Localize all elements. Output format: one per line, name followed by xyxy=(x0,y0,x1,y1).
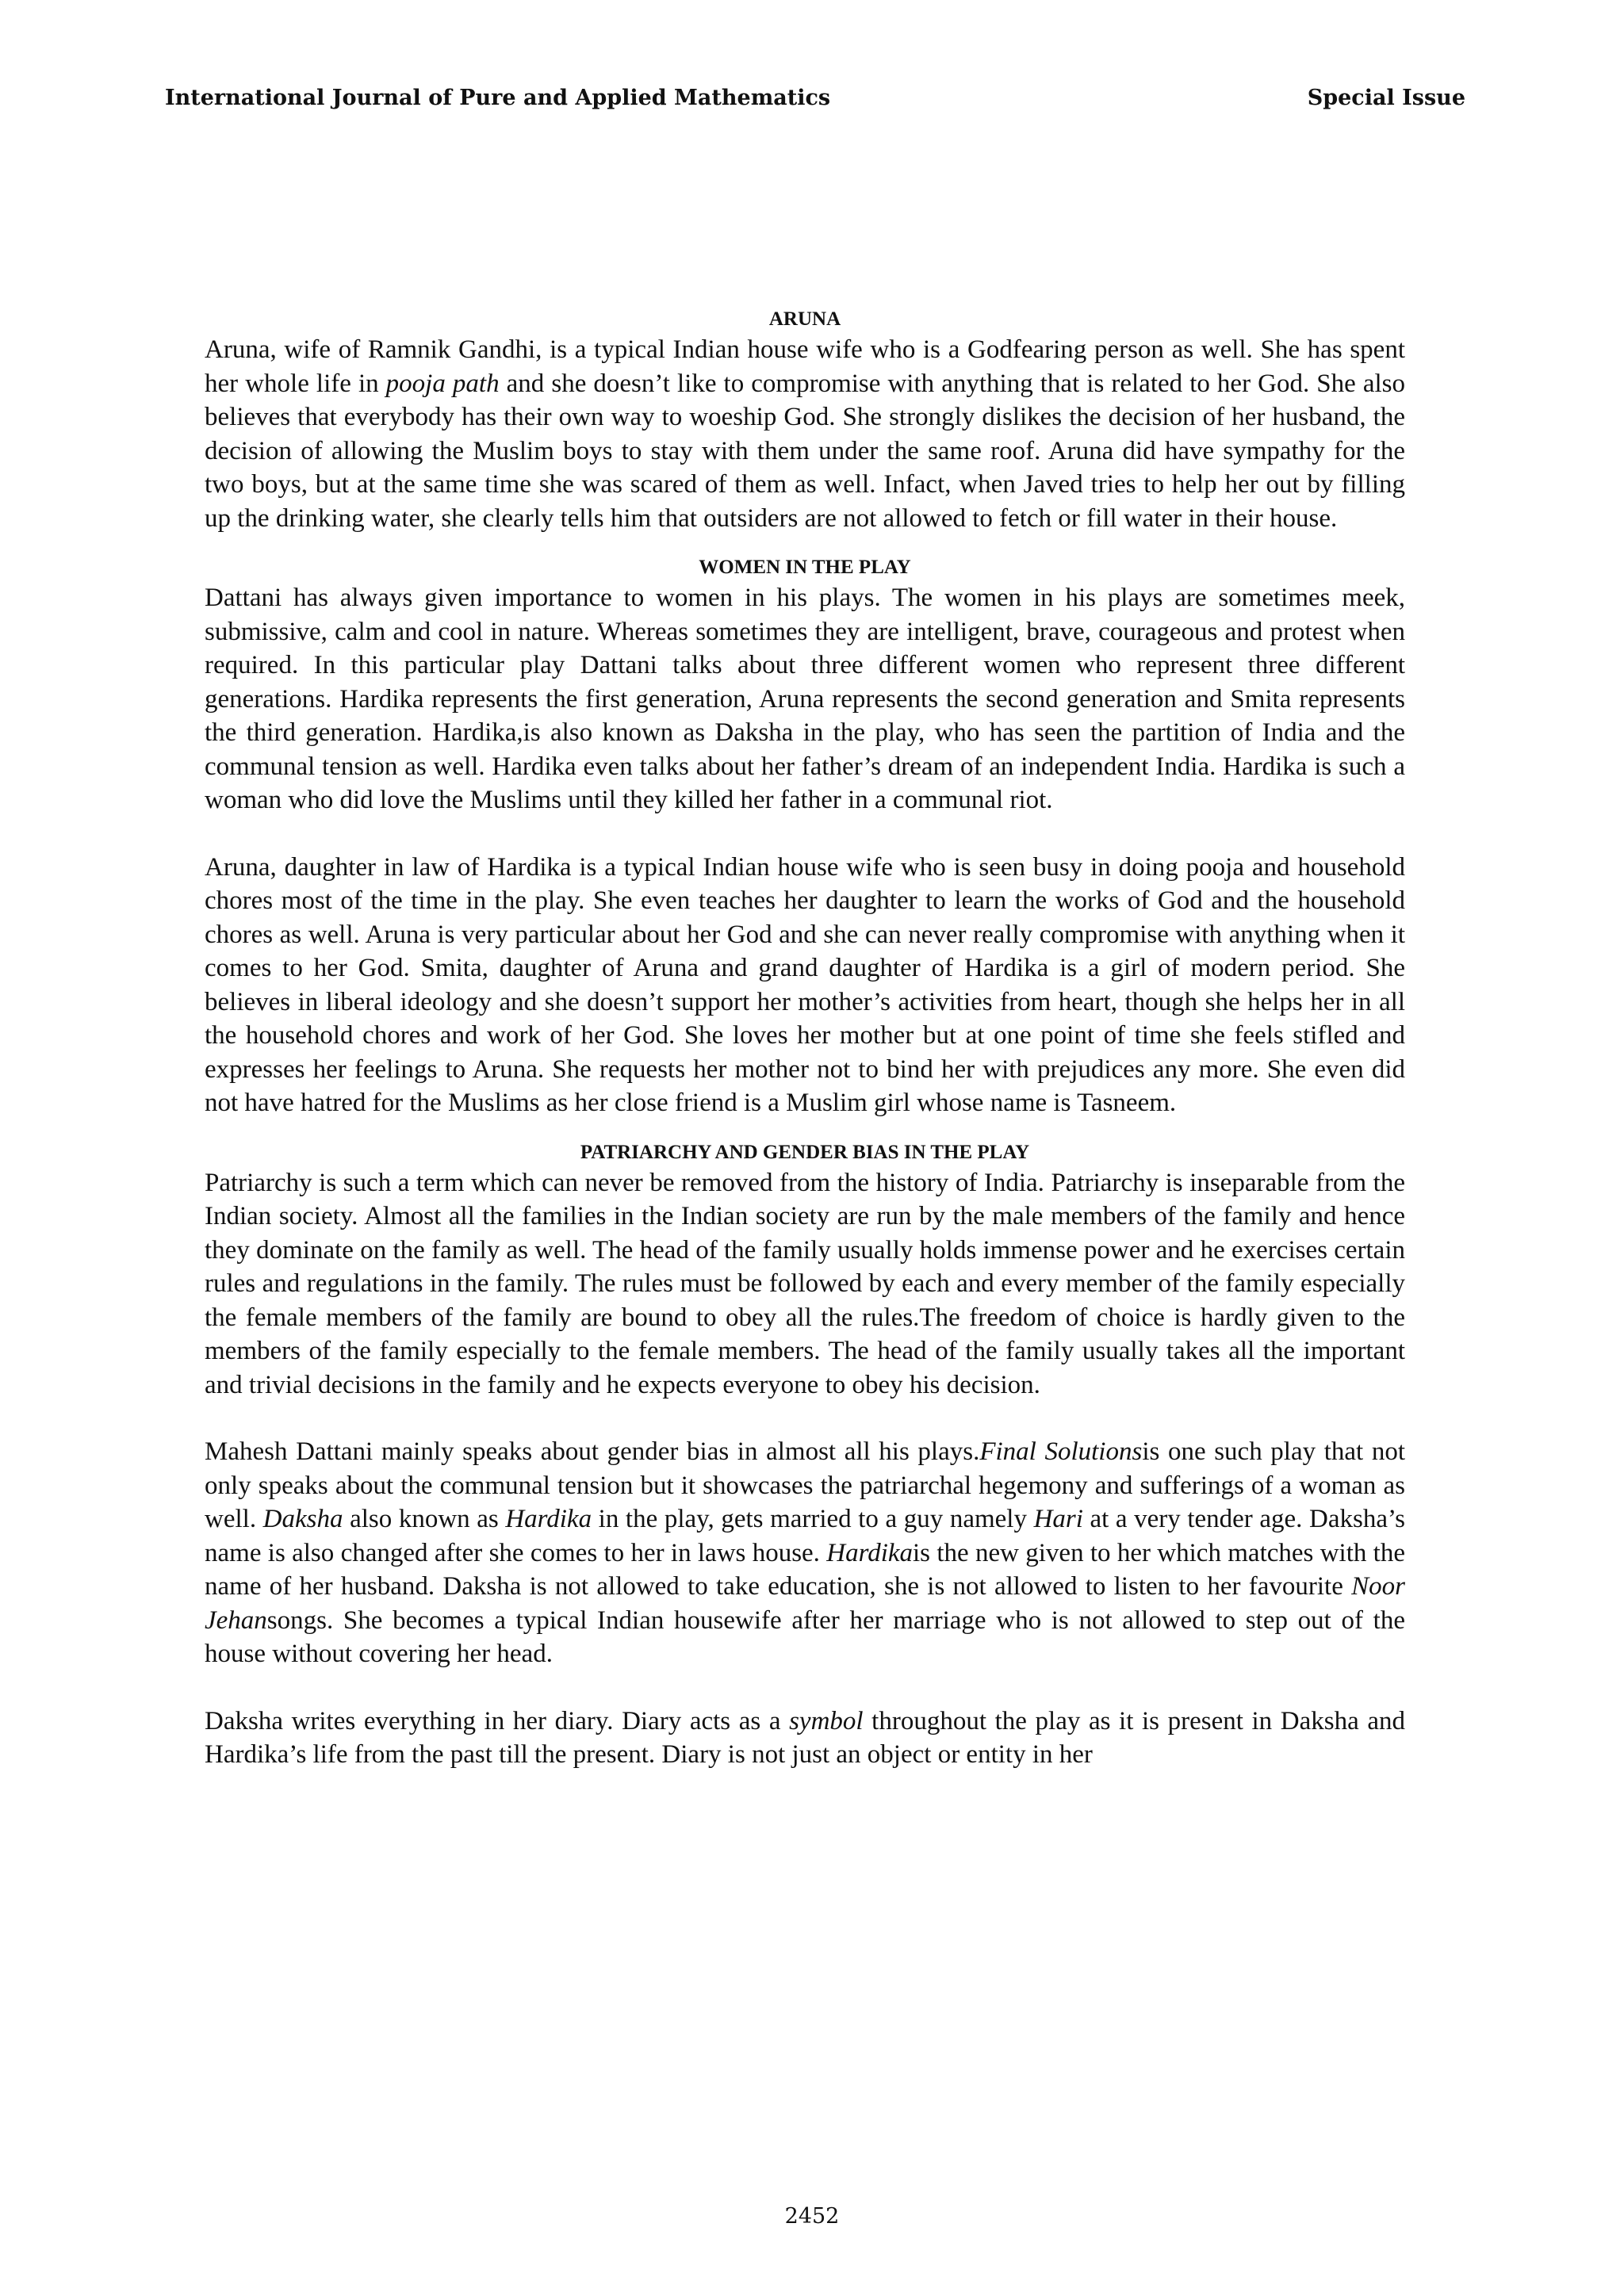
italic-text: Hardika xyxy=(826,1538,914,1567)
italic-text: Final Solutions xyxy=(979,1437,1143,1466)
italic-text: pooja path xyxy=(385,369,500,398)
paragraph: Patriarchy is such a term which can never be removed from the history of India. Patriarchy is inseparable from the Indian society. Almost all the families in the Indian society are run by the male members of the family and hence they dominate on the family as well. The head of the family usually holds immense power and he exercises certain rules and regulations in the family. The rules must be followed by each and every member of the family especially the female members of the family are bound to obey all the rules.The freedom of choice is hardly given to the members of the family especially to the female members. The head of the family usually takes all the important and trivial decisions in the family and he expects everyone to obey his decision. xyxy=(205,1168,1405,1399)
italic-text: Noor Jehan xyxy=(205,1572,1405,1635)
paragraph: Aruna, wife of Ramnik Gandhi, is a typical Indian house wife who is a Godfearing person as well. She has spent her whole life in pooja path and she doesn’t like to compromise with anything that is related to her God. She also believes that everybody has their own way to woeship God. She strongly dislikes the decision of her husband, the decision of allowing the Muslim boys to stay with them under the same roof. Aruna did have sympathy for the two boys, but at the same time she was scared of them as well. Infact, when Javed tries to help her out by filling up the drinking water, she clearly tells him that outsiders are not allowed to fetch or fill water in their house. xyxy=(205,335,1405,533)
italic-text: Daksha xyxy=(262,1505,343,1533)
section-heading-women-in-the-play: WOMEN IN THE PLAY xyxy=(699,557,911,578)
page-number: 2452 xyxy=(784,2204,840,2229)
paragraph: Mahesh Dattani mainly speaks about gender bias in almost all his plays.Final Solutionsis one such play that not only speaks about the communal tension but it showcases the patriarchal hegemony and sufferings of a woman as well. Daksha also known as Hardika in the play, gets married to a guy namely Hari at a very tender age. Daksha’s name is also changed after she comes to her in laws house. Hardikais the new given to her which matches with the name of her husband. Daksha is not allowed to take education, she is not allowed to listen to her favourite Noor Jehansongs. She becomes a typical Indian housewife after her marriage who is not allowed to step out of the house without covering her head. xyxy=(205,1437,1406,1668)
italic-text: Hardika xyxy=(505,1505,592,1533)
section-heading-patriarchy-and-gender-bias: PATRIARCHY AND GENDER BIAS IN THE PLAY xyxy=(580,1141,1030,1163)
issue-label: Special Issue xyxy=(1307,86,1465,110)
paragraph: Aruna, daughter in law of Hardika is a typical Indian house wife who is seen busy in doing pooja and household chores most of the time in the play. She even teaches her daughter to learn the works of God and the household chores as well. Aruna is very particular about her God and she can never really compromise with anything when it comes to her God. Smita, daughter of Aruna and grand daughter of Hardika is a girl of modern period. She believes in liberal ideology and she doesn’t support her mother’s activities from heart, though she helps her in all the household chores and work of her God. She loves her mother but at one point of time she feels stifled and expresses her feelings to Aruna. She requests her mother not to bind her with prejudices any more. She even did not have hatred for the Muslims as her close friend is a Muslim girl whose name is Tasneem. xyxy=(205,852,1405,1117)
section-heading-aruna: ARUNA xyxy=(768,308,841,330)
article-body xyxy=(205,306,1405,1772)
paragraph: Dattani has always given importance to women in his plays. The women in his plays are sometimes meek, submissive, calm and cool in nature. Whereas sometimes they are intelligent, brave, courageous and protest when required. In this particular play Dattani talks about three different women who represent three different generations. Hardika represents the first generation, Aruna represents the second generation and Smita represents the third generation. Hardika,is also known as Daksha in the play, who has seen the partition of India and the communal tension as well. Hardika even talks about her father’s dream of an independent India. Hardika is such a woman who did love the Muslims until they killed her father in a communal riot. xyxy=(205,584,1405,814)
running-header xyxy=(165,86,1465,117)
paragraph: Daksha writes everything in her diary. Diary acts as a symbol throughout the play as it is present in Daksha and Hardika’s life from the past till the present. Diary is not just an object or entity in her xyxy=(205,1706,1405,1769)
italic-text: Hari xyxy=(1033,1505,1083,1533)
italic-text: symbol xyxy=(789,1706,864,1735)
journal-title: International Journal of Pure and Applied Mathematics xyxy=(165,86,831,110)
